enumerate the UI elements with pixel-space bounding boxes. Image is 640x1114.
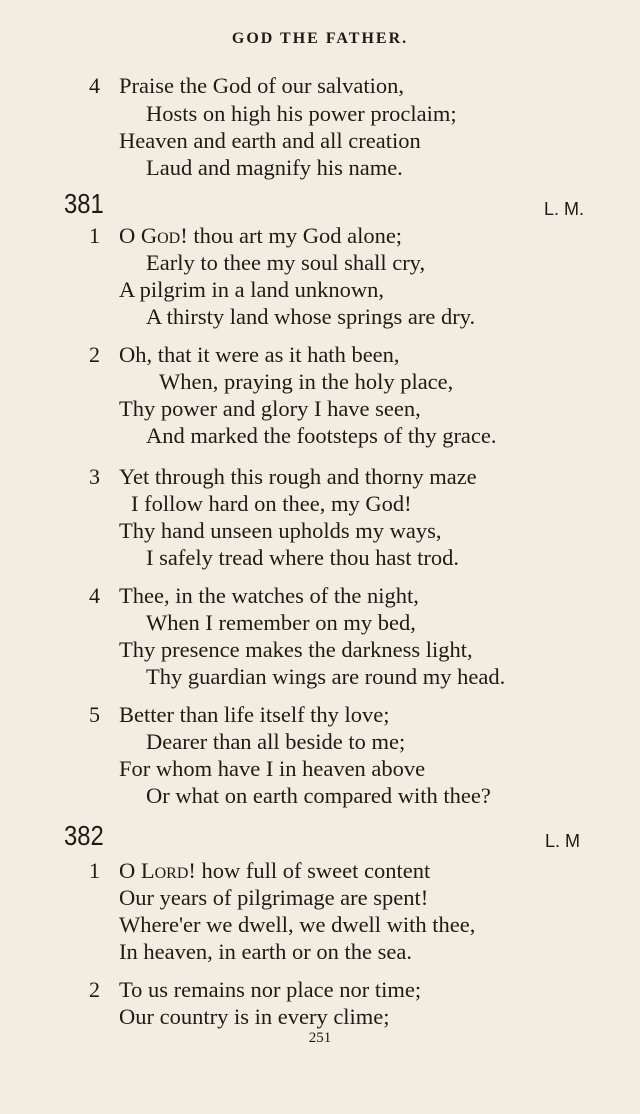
verse-number: 4 bbox=[89, 73, 100, 98]
verse-line: Or what on earth compared with thee? bbox=[146, 783, 491, 808]
verse-line: Early to thee my soul shall cry, bbox=[146, 250, 426, 275]
verse-line: For whom have I in heaven above bbox=[119, 756, 426, 781]
page-number: 251 bbox=[308, 1030, 332, 1046]
verse-number: 4 bbox=[89, 583, 100, 608]
verse-line: Thy guardian wings are round my head. bbox=[146, 664, 506, 689]
verse-line: Our years of pilgrimage are spent! bbox=[119, 885, 429, 910]
verse-line: Hosts on high his power proclaim; bbox=[146, 101, 457, 126]
verse-line: O God! thou art my God alone; bbox=[119, 223, 403, 248]
verse-line: And marked the footsteps of thy grace. bbox=[146, 423, 497, 448]
verse-line: In heaven, in earth or on the sea. bbox=[119, 939, 413, 964]
verse-line: Thy power and glory I have seen, bbox=[119, 396, 421, 421]
verse-number: 3 bbox=[89, 464, 100, 489]
verse-number: 1 bbox=[89, 858, 100, 883]
verse-line: I follow hard on thee, my God! bbox=[131, 491, 412, 516]
verse-line: When I remember on my bed, bbox=[146, 610, 416, 635]
verse-line: Heaven and earth and all creation bbox=[119, 128, 421, 153]
verse-number: 2 bbox=[89, 342, 100, 367]
verse-line: A pilgrim in a land unknown, bbox=[119, 277, 384, 302]
verse-line: Oh, that it were as it hath been, bbox=[119, 342, 400, 367]
verse-line: To us remains nor place nor time; bbox=[119, 977, 422, 1002]
verse-line: Better than life itself thy love; bbox=[119, 702, 390, 727]
verse-line: Praise the God of our salvation, bbox=[119, 73, 404, 98]
hymn-number: 382 bbox=[64, 820, 104, 851]
verse-line: Thy presence makes the darkness light, bbox=[119, 637, 473, 662]
running-header: GOD THE FATHER. bbox=[231, 30, 409, 47]
verse-number: 2 bbox=[89, 977, 100, 1002]
verse-line: A thirsty land whose springs are dry. bbox=[146, 304, 476, 329]
meter-label: L. M bbox=[544, 831, 580, 851]
verse-line: Thee, in the watches of the night, bbox=[119, 583, 419, 608]
verse-line: I safely tread where thou hast trod. bbox=[146, 545, 460, 570]
verse-line: O Lord! how full of sweet content bbox=[119, 858, 431, 883]
verse-number: 1 bbox=[89, 223, 100, 248]
verse-line: Where'er we dwell, we dwell with thee, bbox=[119, 912, 476, 937]
verse-line: Dearer than all beside to me; bbox=[146, 729, 406, 754]
verse-line: Yet through this rough and thorny maze bbox=[119, 464, 477, 489]
meter-label: L. M. bbox=[543, 199, 584, 219]
verse-number: 5 bbox=[89, 702, 100, 727]
verse-line: When, praying in the holy place, bbox=[159, 369, 454, 394]
verse-line: Our country is in every clime; bbox=[119, 1004, 390, 1029]
verse-line: Thy hand unseen upholds my ways, bbox=[119, 518, 442, 543]
verse-line: Laud and magnify his name. bbox=[146, 155, 403, 180]
hymn-number: 381 bbox=[64, 188, 104, 219]
